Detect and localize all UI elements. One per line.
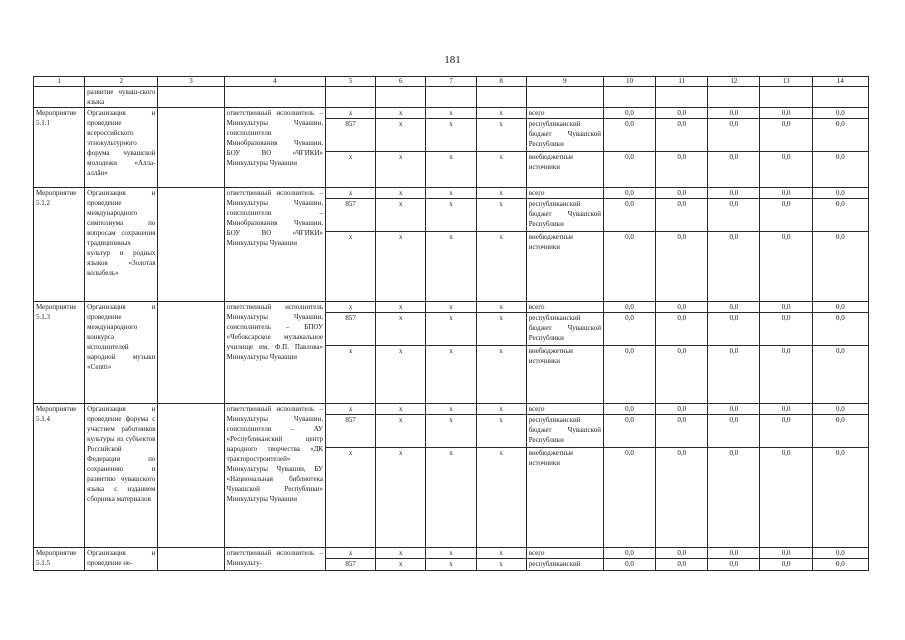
column-header: 9 xyxy=(526,77,603,87)
code-cell: x xyxy=(426,108,476,119)
code-cell: x xyxy=(326,188,376,199)
amount-cell: 0,0 xyxy=(812,346,868,404)
empty-cell xyxy=(158,108,224,188)
empty-cell xyxy=(326,87,376,108)
amount-cell: 0,0 xyxy=(708,548,760,559)
column-header: 12 xyxy=(708,77,760,87)
code-cell: x xyxy=(426,199,476,232)
code-cell: x xyxy=(476,199,526,232)
amount-cell: 0,0 xyxy=(760,346,812,404)
code-cell: x xyxy=(476,232,526,302)
amount-cell: 0,0 xyxy=(656,559,708,571)
amount-cell: 0,0 xyxy=(760,152,812,188)
amount-cell: 0,0 xyxy=(603,346,655,404)
column-header: 10 xyxy=(603,77,655,87)
amount-cell: 0,0 xyxy=(760,448,812,548)
code-cell: x xyxy=(376,152,426,188)
amount-cell: 0,0 xyxy=(812,152,868,188)
empty-cell xyxy=(158,404,224,548)
amount-cell: 0,0 xyxy=(603,232,655,302)
budget-table xyxy=(33,76,869,571)
funding-source: республиканский бюджет Чувашской Республики xyxy=(526,313,603,346)
amount-cell: 0,0 xyxy=(812,559,868,571)
event-row xyxy=(34,188,869,199)
funding-source: всего xyxy=(526,188,603,199)
amount-cell: 0,0 xyxy=(760,232,812,302)
code-cell: x xyxy=(376,559,426,571)
amount-cell: 0,0 xyxy=(708,559,760,571)
amount-cell: 0,0 xyxy=(760,188,812,199)
code-cell: x xyxy=(326,108,376,119)
empty-cell xyxy=(760,87,812,108)
code-cell: x xyxy=(326,548,376,559)
amount-cell: 0,0 xyxy=(603,415,655,448)
code-cell: 857 xyxy=(326,119,376,152)
amount-cell: 0,0 xyxy=(760,119,812,152)
funding-source: внебюджетные источники xyxy=(526,232,603,302)
code-cell: x xyxy=(426,346,476,404)
code-cell: x xyxy=(376,404,426,415)
event-title: Организация и проведение всероссийского этнокультурного форума чувашской молодежи «Алла-аллăн» xyxy=(85,108,158,188)
empty-cell xyxy=(656,87,708,108)
amount-cell: 0,0 xyxy=(656,232,708,302)
amount-cell: 0,0 xyxy=(656,108,708,119)
amount-cell: 0,0 xyxy=(760,548,812,559)
event-row xyxy=(34,404,869,415)
amount-cell: 0,0 xyxy=(760,404,812,415)
responsible-executor: ответственный исполнитель – Минкультуры Чувашии, соисполнители – Минобразования Чувашии, БОУ ВО «ЧГИКИ» Минкультуры Чувашии xyxy=(224,188,325,302)
code-cell: x xyxy=(476,313,526,346)
empty-cell xyxy=(603,87,655,108)
code-cell: x xyxy=(476,188,526,199)
code-cell: x xyxy=(376,548,426,559)
amount-cell: 0,0 xyxy=(812,119,868,152)
column-header: 7 xyxy=(426,77,476,87)
code-cell: x xyxy=(426,548,476,559)
amount-cell: 0,0 xyxy=(603,302,655,313)
empty-cell xyxy=(708,87,760,108)
amount-cell: 0,0 xyxy=(708,232,760,302)
code-cell: 857 xyxy=(326,559,376,571)
amount-cell: 0,0 xyxy=(603,559,655,571)
code-cell: x xyxy=(476,415,526,448)
amount-cell: 0,0 xyxy=(603,152,655,188)
funding-source: республиканский бюджет Чувашской Республики xyxy=(526,119,603,152)
amount-cell: 0,0 xyxy=(812,448,868,548)
amount-cell: 0,0 xyxy=(656,415,708,448)
column-header: 3 xyxy=(158,77,224,87)
amount-cell: 0,0 xyxy=(708,302,760,313)
amount-cell: 0,0 xyxy=(760,302,812,313)
amount-cell: 0,0 xyxy=(812,548,868,559)
amount-cell: 0,0 xyxy=(812,415,868,448)
code-cell: x xyxy=(426,313,476,346)
amount-cell: 0,0 xyxy=(760,199,812,232)
code-cell: x xyxy=(326,448,376,548)
amount-cell: 0,0 xyxy=(603,404,655,415)
code-cell: x xyxy=(426,119,476,152)
amount-cell: 0,0 xyxy=(760,108,812,119)
empty-cell xyxy=(158,548,224,571)
column-header-row xyxy=(34,77,869,87)
amount-cell: 0,0 xyxy=(708,119,760,152)
continuation-row xyxy=(34,87,869,108)
amount-cell: 0,0 xyxy=(603,108,655,119)
event-number: Мероприятие 5.1.4 xyxy=(34,404,85,548)
empty-cell xyxy=(476,87,526,108)
amount-cell: 0,0 xyxy=(708,404,760,415)
continuation-text: развитие чуваш-ского языка xyxy=(85,87,158,108)
code-cell: x xyxy=(476,559,526,571)
code-cell: x xyxy=(476,404,526,415)
amount-cell: 0,0 xyxy=(812,108,868,119)
code-cell: x xyxy=(476,108,526,119)
funding-source: внебюджетные источники xyxy=(526,346,603,404)
event-title: Организация и проведение международного симпозиума по вопросам сохранения традиционных культур и родных языков «Золотая колыбель» xyxy=(85,188,158,302)
event-number: Мероприятие 5.1.5 xyxy=(34,548,85,571)
amount-cell: 0,0 xyxy=(708,346,760,404)
empty-cell xyxy=(158,87,224,108)
amount-cell: 0,0 xyxy=(812,404,868,415)
empty-cell xyxy=(158,188,224,302)
code-cell: 857 xyxy=(326,415,376,448)
amount-cell: 0,0 xyxy=(708,152,760,188)
column-header: 1 xyxy=(34,77,85,87)
amount-cell: 0,0 xyxy=(656,548,708,559)
code-cell: x xyxy=(326,232,376,302)
code-cell: x xyxy=(326,302,376,313)
code-cell: x xyxy=(376,119,426,152)
responsible-executor: ответственный исполнитель Минкультуры Чувашии, соисполнитель – БПОУ «Чебоксарское музыкальное училище им. Ф.П. Павлова» Минкультуры Чувашии xyxy=(224,302,325,404)
amount-cell: 0,0 xyxy=(760,313,812,346)
amount-cell: 0,0 xyxy=(656,199,708,232)
code-cell: x xyxy=(376,199,426,232)
amount-cell: 0,0 xyxy=(656,313,708,346)
funding-source: внебюджетные источники xyxy=(526,448,603,548)
amount-cell: 0,0 xyxy=(656,119,708,152)
event-row xyxy=(34,108,869,119)
code-cell: x xyxy=(476,152,526,188)
page-number: 181 xyxy=(444,54,461,66)
amount-cell: 0,0 xyxy=(708,108,760,119)
amount-cell: 0,0 xyxy=(708,313,760,346)
empty-cell xyxy=(426,87,476,108)
event-title: Организация и проведение международного конкурса исполнителей народной музыки «Сеntti» xyxy=(85,302,158,404)
event-row xyxy=(34,302,869,313)
funding-source: республиканский xyxy=(526,559,603,571)
amount-cell: 0,0 xyxy=(656,346,708,404)
amount-cell: 0,0 xyxy=(656,448,708,548)
amount-cell: 0,0 xyxy=(760,415,812,448)
code-cell: x xyxy=(476,346,526,404)
funding-source: всего xyxy=(526,404,603,415)
column-header: 5 xyxy=(326,77,376,87)
code-cell: x xyxy=(426,152,476,188)
code-cell: x xyxy=(476,448,526,548)
amount-cell: 0,0 xyxy=(656,152,708,188)
amount-cell: 0,0 xyxy=(603,119,655,152)
amount-cell: 0,0 xyxy=(760,559,812,571)
code-cell: x xyxy=(426,232,476,302)
amount-cell: 0,0 xyxy=(812,199,868,232)
amount-cell: 0,0 xyxy=(812,302,868,313)
amount-cell: 0,0 xyxy=(656,404,708,415)
code-cell: x xyxy=(326,152,376,188)
empty-cell xyxy=(812,87,868,108)
code-cell: x xyxy=(376,108,426,119)
funding-source: республиканский бюджет Чувашской Республики xyxy=(526,415,603,448)
amount-cell: 0,0 xyxy=(603,448,655,548)
amount-cell: 0,0 xyxy=(708,199,760,232)
column-header: 14 xyxy=(812,77,868,87)
empty-cell xyxy=(158,302,224,404)
code-cell: 857 xyxy=(326,199,376,232)
empty-cell xyxy=(526,87,603,108)
code-cell: x xyxy=(426,404,476,415)
code-cell: x xyxy=(426,415,476,448)
code-cell: x xyxy=(376,188,426,199)
event-title: Организация и проведение не- xyxy=(85,548,158,571)
column-header: 2 xyxy=(85,77,158,87)
empty-cell xyxy=(376,87,426,108)
responsible-executor: ответственный исполнитель – Минкультуры Чувашии, соисполнители Минобразования Чувашии, БОУ ВО «ЧГИКИ» Минкультуры Чувашии xyxy=(224,108,325,188)
code-cell: x xyxy=(376,415,426,448)
event-number: Мероприятие 5.1.1 xyxy=(34,108,85,188)
amount-cell: 0,0 xyxy=(656,302,708,313)
amount-cell: 0,0 xyxy=(708,188,760,199)
event-number: Мероприятие 5.1.2 xyxy=(34,188,85,302)
code-cell: x xyxy=(476,548,526,559)
amount-cell: 0,0 xyxy=(603,313,655,346)
code-cell: x xyxy=(376,232,426,302)
column-header: 13 xyxy=(760,77,812,87)
column-header: 4 xyxy=(224,77,325,87)
responsible-executor: ответственный исполнитель – Минкульту- xyxy=(224,548,325,571)
empty-cell xyxy=(34,87,85,108)
funding-source: внебюджетные источники xyxy=(526,152,603,188)
event-row xyxy=(34,548,869,559)
code-cell: x xyxy=(426,302,476,313)
code-cell: x xyxy=(326,404,376,415)
amount-cell: 0,0 xyxy=(603,199,655,232)
column-header: 8 xyxy=(476,77,526,87)
funding-source: всего xyxy=(526,108,603,119)
event-number: Мероприятие 5.1.3 xyxy=(34,302,85,404)
code-cell: x xyxy=(426,188,476,199)
code-cell: x xyxy=(376,302,426,313)
amount-cell: 0,0 xyxy=(603,188,655,199)
code-cell: x xyxy=(426,448,476,548)
column-header: 6 xyxy=(376,77,426,87)
code-cell: x xyxy=(426,559,476,571)
funding-source: республиканский бюджет Чувашской Республики xyxy=(526,199,603,232)
code-cell: x xyxy=(476,119,526,152)
amount-cell: 0,0 xyxy=(812,313,868,346)
code-cell: 857 xyxy=(326,313,376,346)
code-cell: x xyxy=(376,448,426,548)
amount-cell: 0,0 xyxy=(708,448,760,548)
amount-cell: 0,0 xyxy=(708,415,760,448)
amount-cell: 0,0 xyxy=(812,188,868,199)
code-cell: x xyxy=(326,346,376,404)
responsible-executor: ответственный исполнитель – Минкультуры Чувашии, соисполнители – АУ «Республиканский центр народного творчества «ДК тракторостроителей» Минкультуры Чувашии, БУ «Национальная библиотека Чувашской Республики» Минкультуры Чувашии xyxy=(224,404,325,548)
amount-cell: 0,0 xyxy=(656,188,708,199)
code-cell: x xyxy=(476,302,526,313)
funding-source: всего xyxy=(526,302,603,313)
code-cell: x xyxy=(376,346,426,404)
column-header: 11 xyxy=(656,77,708,87)
funding-source: всего xyxy=(526,548,603,559)
amount-cell: 0,0 xyxy=(812,232,868,302)
event-title: Организация и проведение форума с участием работников культуры из субъектов Российской Федерации по сохранению и развитию чувашского языка с изданием сборника материалов xyxy=(85,404,158,548)
empty-cell xyxy=(224,87,325,108)
code-cell: x xyxy=(376,313,426,346)
amount-cell: 0,0 xyxy=(603,548,655,559)
